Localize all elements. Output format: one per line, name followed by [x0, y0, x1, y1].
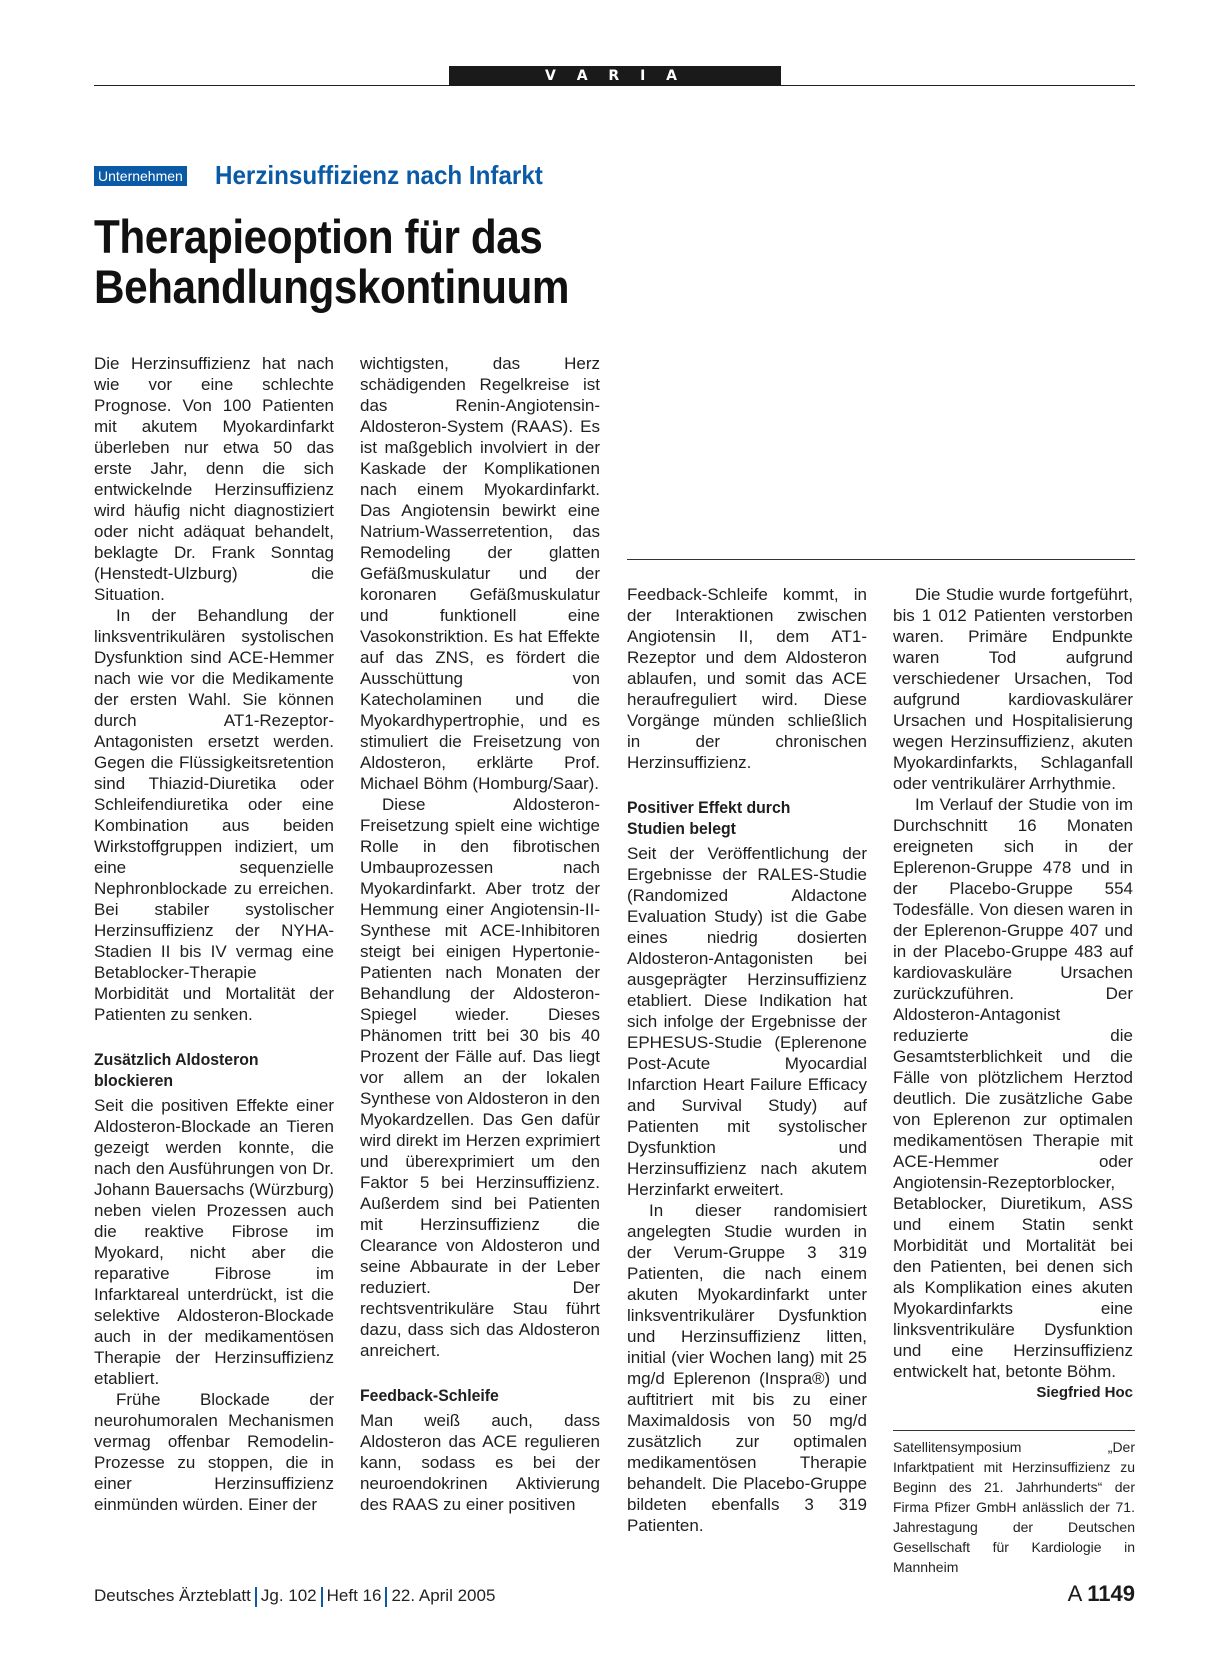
subheading: Feedback-Schleife: [360, 1386, 499, 1405]
journal-name: Deutsches Ärzteblatt: [94, 1586, 251, 1605]
column-1: [94, 353, 334, 1515]
paragraph: Frühe Blockade der neurohumoralen Mechanismen vermag offenbar Remodelin-Prozesse zu stoppen, die in einer Herzinsuffizienz einmünden würden. Einer der: [94, 1390, 334, 1514]
paragraph: Diese Aldosteron-Freisetzung spielt eine wichtige Rolle in den fibrotischen Umbauprozessen nach Myokardinfarkt. Aber trotz der Hemmung einer Angiotensin-II-Synthese mit ACE-Inhibitoren steigt bei einigen Hypertonie-Patienten nach Monaten der Behandlung der Aldosteron-Spiegel wieder. Dieses Phänomen tritt bei 30 bis 40 Prozent der Fälle auf. Das liegt vor allem an der lokalen Synthese von Aldosteron in den Myokardzellen. Das Gen dafür wird direkt im Herzen exprimiert und überexprimiert um den Faktor 5 bei Herzinsuffizienz. Außerdem sind bei Patienten mit Herzinsuffizienz die Clearance von Aldosteron und seine Abbaurate in der Leber reduziert. Der rechtsventrikuläre Stau führt dazu, dass sich das Aldosteron anreichert.: [360, 795, 600, 1360]
column-divider-rule: [627, 559, 1135, 560]
page-number-value: 1149: [1087, 1581, 1135, 1606]
footer-separator: [385, 1587, 387, 1607]
paragraph: Man weiß auch, dass Aldosteron das ACE regulieren kann, sodass es bei der neuroendokrinen Aktivierung des RAAS zu einer positiven: [360, 1411, 600, 1514]
footer: [94, 1585, 495, 1607]
paragraph: In der Behandlung der linksventrikulären systolischen Dysfunktion sind ACE-Hemmer nach wie vor die Medikamente der ersten Wahl. Sie können durch AT1-Rezeptor-Antagonisten ersetzt werden. Gegen die Flüssigkeitsretention sind Thiazid-Diuretika oder Schleifendiuretika oder eine Kombination aus beiden Wirkstoffgruppen indiziert, um eine sequenzielle Nephronblockade zu erreichen. Bei stabiler systolischer Herzinsuffizienz der NYHA-Stadien II bis IV vermag eine Betablocker-Therapie Morbidität und Mortalität der Patienten zu senken.: [94, 606, 334, 1024]
subheading: Positiver Effekt durch Studien belegt: [627, 798, 791, 838]
footnote-rule: [893, 1430, 1135, 1431]
headline: [94, 212, 724, 312]
paragraph-text: Im Verlauf der Studie von im Durchschnitt 16 Monaten ereigneten sich in der Eplerenon-Gruppe 478 und in der Placebo-Gruppe 554 Todesfälle. Von diesen waren in der Eplerenon-Gruppe 407 und in der Placebo-Gruppe 483 auf kardiovaskuläre Ursachen zurückzuführen. Der Aldosteron-Antagonist reduzierte die Gesamtsterblichkeit und die Fälle von plötzlichem Herztod deutlich. Die zusätzliche Gabe von Eplerenon zur optimalen medikamentösen Therapie mit ACE-Hemmer oder Angiotensin-Rezeptorblocker, Betablocker, Diuretikum, ASS und einem Statin senkt Morbidität und Mortalität bei den Patienten, bei denen sich als Komplikation eines akuten Myokardinfarkts eine linksventrikuläre Dysfunktion und eine Herzinsuffizienz entwickelt hat, betonte Böhm.: [893, 795, 1133, 1381]
column-3: [627, 584, 867, 1536]
issue: Heft 16: [326, 1586, 382, 1605]
paragraph: Die Studie wurde fortgeführt, bis 1 012 Patienten verstorben waren. Primäre Endpunkte waren Tod aufgrund verschiedener Ursachen, Tod aufgrund kardiovaskulärer Ursachen und Hospitalisierung wegen Herzinsuffizienz, akuten Myokardinfarkts, Schlaganfall oder ventrikulärer Arrhythmie.: [893, 585, 1133, 793]
headline-line-2: Behandlungskontinuum: [94, 260, 570, 313]
column-2: [360, 353, 600, 1515]
kicker-title: Herzinsuffizienz nach Infarkt: [215, 160, 543, 190]
category-badge: Unternehmen: [94, 166, 187, 186]
paragraph: Die Herzinsuffizienz hat nach wie vor eine schlechte Prognose. Von 100 Patienten mit akutem Myokardinfarkt überleben nur etwa 50 das erste Jahr, denn die sich entwickelnde Herzinsuffizienz wird häufig nicht diagnostiziert oder nicht adäquat behandelt, beklagte Dr. Frank Sonntag (Henstedt-Ulzburg) die Situation.: [94, 354, 334, 604]
footer-separator: [255, 1587, 257, 1607]
section-tab: V A R I A: [449, 66, 781, 86]
paragraph: Seit der Veröffentlichung der Ergebnisse der RALES-Studie (Randomized Aldactone Evaluation Study) ist die Gabe eines niedrig dosierten Aldosteron-Antagonisten bei ausgeprägter Herzinsuffizienz etabliert. Diese Indikation hat sich infolge der Ergebnisse der EPHESUS-Studie (Eplerenone Post-Acute Myocardial Infarction Heart Failure Efficacy and Survival Study) auf Patienten mit systolischer Dysfunktion und Herzinsuffizienz nach akutem Herzinfarkt erweitert.: [627, 844, 867, 1199]
headline-line-1: Therapieoption für das: [94, 210, 543, 263]
page-number: [1068, 1580, 1135, 1608]
volume: Jg. 102: [260, 1586, 317, 1605]
subheading: Zusätzlich Aldosteron blockieren: [94, 1050, 259, 1090]
page-prefix: A: [1067, 1581, 1082, 1606]
paragraph: [893, 794, 1133, 1401]
paragraph: In dieser randomisiert angelegten Studie wurden in der Verum-Gruppe 3 319 Patienten, die nach einem akuten Myokardinfarkt unter linksventrikulärer Dysfunktion und Herzinsuffizienz litten, initial (vier Wochen lang) mit 25 mg/d Eplerenon (Inspra®) und auftitriert mit bis zu einer Maximaldosis von 50 mg/d zusätzlich zur optimalen medikamentösen Therapie behandelt. Die Placebo-Gruppe bildeten ebenfalls 3 319 Patienten.: [627, 1201, 867, 1535]
footnote: Satellitensymposium „Der Infarktpatient mit Herzinsuffizienz zu Beginn des 21. Jahrhunderts“ der Firma Pfizer GmbH anlässlich der 71. Jahrestagung der Deutschen Gesellschaft für Kardiologie in Mannheim: [893, 1439, 1135, 1575]
paragraph: Seit die positiven Effekte einer Aldosteron-Blockade an Tieren gezeigt werden konnte, die nach den Ausführungen von Dr. Johann Bauersachs (Würzburg) neben vielen Prozessen auch die reaktive Fibrose im Myokard, nicht aber die reparative Fibrose im Infarktareal unterdrückt, ist die selektive Aldosteron-Blockade auch in der medikamentösen Therapie der Herzinsuffizienz etabliert.: [94, 1096, 335, 1388]
column-4: [893, 584, 1133, 1403]
author-signature: Siegfried Hoc: [1036, 1384, 1133, 1401]
issue-date: 22. April 2005: [391, 1586, 496, 1605]
paragraph: Feedback-Schleife kommt, in der Interaktionen zwischen Angiotensin II, dem AT1-Rezeptor und dem Aldosteron ablaufen, und somit das ACE heraufreguliert wird. Diese Vorgänge münden schließlich in der chronischen Herzinsuffizienz.: [627, 585, 867, 772]
paragraph: wichtigsten, das Herz schädigenden Regelkreise ist das Renin-Angiotensin-Aldosteron-System (RAAS). Es ist maßgeblich involviert in der Kaskade der Komplikationen nach einem Myokardinfarkt. Das Angiotensin bewirkt eine Natrium-Wasserretention, das Remodeling der glatten Gefäßmuskulatur und der koronaren Gefäßmuskulatur und funktionell eine Vasokonstriktion. Es hat Effekte auf das ZNS, es fördert die Ausschüttung von Katecholaminen und die Myokardhypertrophie, und es stimuliert die Freisetzung von Aldosteron, erklärte Prof. Michael Böhm (Homburg/Saar).: [360, 354, 600, 793]
footer-separator: [321, 1587, 323, 1607]
